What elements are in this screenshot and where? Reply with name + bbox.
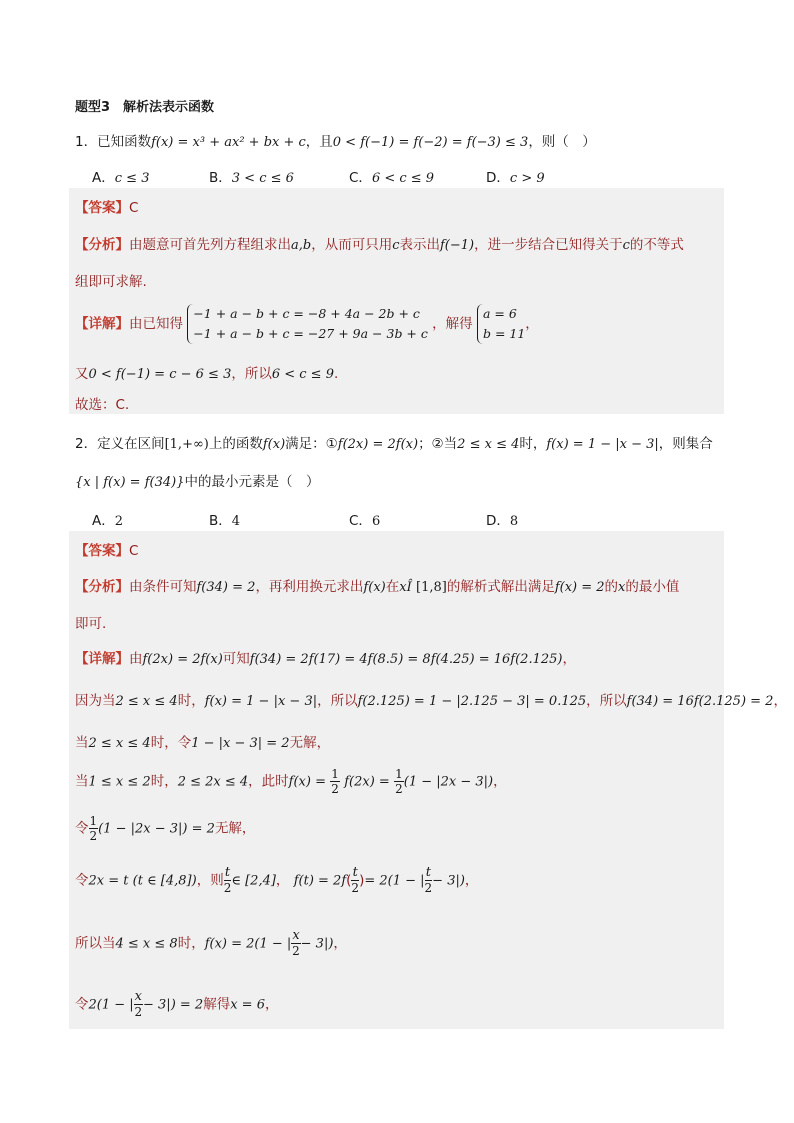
question-1-stem: 1．已知函数f(x) = x³ + ax² + bx + c，且0 < f(−1) = f(−2) = f(−3) ≤ 3，则（ ） (75, 134, 596, 150)
question-1-detail-line2: 又0 < f(−1) = c − 6 ≤ 3，所以6 < c ≤ 9. (75, 366, 339, 382)
fraction-x-over-2: $\frac{x}{2}$ (134, 989, 143, 1019)
fraction-half: $\frac{1}{2}$ (89, 814, 98, 843)
option-b[interactable]: B．4 (209, 513, 241, 529)
question-2-detail-line5: 令 $\frac{1}{2}$ (1 − |2x − 3|) = 2无解， (75, 814, 256, 843)
option-d[interactable]: D．8 (486, 513, 519, 529)
fraction-t-over-2: $\frac{t}{2}$ (223, 865, 232, 895)
fraction-x-over-2: $\frac{x}{2}$ (292, 928, 300, 958)
fraction-t-over-2: $\frac{t}{2}$ (424, 865, 433, 895)
question-1-choice: 故选：C. (75, 397, 130, 413)
option-c[interactable]: C．6 < c ≤ 9 (349, 170, 435, 186)
question-2-detail-line8: 令2(1 − | $\frac{x}{2}$ − 3|) = 2解得x = 6， (75, 989, 279, 1019)
question-2-stem: 2．定义在区间[1,+∞)上的函数f(x)满足：①f(2x) = 2f(x)；②当2 ≤ x ≤ 4时，f(x) = 1 − |x − 3|，则集合 (75, 436, 713, 452)
fraction-half: $\frac{1}{2}$ (395, 767, 403, 796)
fraction-half: $\frac{1}{2}$ (331, 767, 339, 796)
question-2-detail-line3: 当2 ≤ x ≤ 4时，令1 − |x − 3| = 2无解， (75, 735, 331, 751)
option-d[interactable]: D．c > 9 (486, 170, 545, 186)
equation-system: −1 + a − b + c = −8 + 4a − 2b + c −1 + a − b + c = −27 + 9a − 3b + c (187, 304, 428, 344)
question-2-analysis-line2: 即可. (75, 616, 107, 632)
question-2-detail-line2: 因为当2 ≤ x ≤ 4时，f(x) = 1 − |x − 3|，所以f(2.125) = 1 − |2.125 − 3| = 0.125，所以f(34) = 16f(2.125) = 2， (75, 693, 787, 709)
question-2-detail-line4: 当1 ≤ x ≤ 2时，2 ≤ 2x ≤ 4，此时f(x) = $\frac{1}{2}$ f(2x) = $\frac{1}{2}$ (1 − |2x − 3|)， (75, 767, 507, 796)
question-1-detail: 【详解】由已知得 −1 + a − b + c = −8 + 4a − 2b + c −1 + a − b + c = −27 + 9a − 3b + c ，解得 a = 6 b = 11 ， (75, 304, 539, 344)
question-1-analysis-line2: 组即可求解. (75, 274, 147, 290)
option-b[interactable]: B．3 < c ≤ 6 (209, 170, 294, 186)
question-2-stem-line2: {x | f(x) = f(34)}中的最小元素是（ ） (75, 474, 320, 490)
question-2-detail-line6: 令2x = t (t ∈ [4,8])，则 $\frac{t}{2}$ ∈ [2,4]， f(t) = 2f( $\frac{t}{2}$ )= 2(1 − | $\frac{t}{2}$ − 3|)， (75, 865, 479, 895)
solution-system: a = 6 b = 11 (477, 304, 525, 344)
question-2-analysis: 【分析】由条件可知f(34) = 2，再利用换元求出f(x)在xÎ [1,8]的解析式解出满足f(x) = 2的x的最小值 (75, 579, 680, 595)
option-c[interactable]: C．6 (349, 513, 381, 529)
question-2-answer: 【答案】C (75, 543, 139, 559)
option-a[interactable]: A．c ≤ 3 (92, 170, 150, 186)
question-1-answer: 【答案】C (75, 200, 139, 216)
fraction-t-over-2: $\frac{t}{2}$ (351, 865, 360, 895)
section-title: 题型3 解析法表示函数 (75, 100, 215, 115)
question-2-detail-line7: 所以当4 ≤ x ≤ 8时，f(x) = 2(1 − | $\frac{x}{2}$ − 3|)， (75, 928, 347, 958)
question-2-detail-line1: 【详解】由f(2x) = 2f(x)可知f(34) = 2f(17) = 4f(8.5) = 8f(4.25) = 16f(2.125)， (75, 651, 576, 667)
question-1-analysis: 【分析】由题意可首先列方程组求出a,b，从而可只用c表示出f(−1)，进一步结合已知得关于c的不等式 (75, 237, 684, 253)
option-a[interactable]: A．2 (92, 513, 124, 529)
